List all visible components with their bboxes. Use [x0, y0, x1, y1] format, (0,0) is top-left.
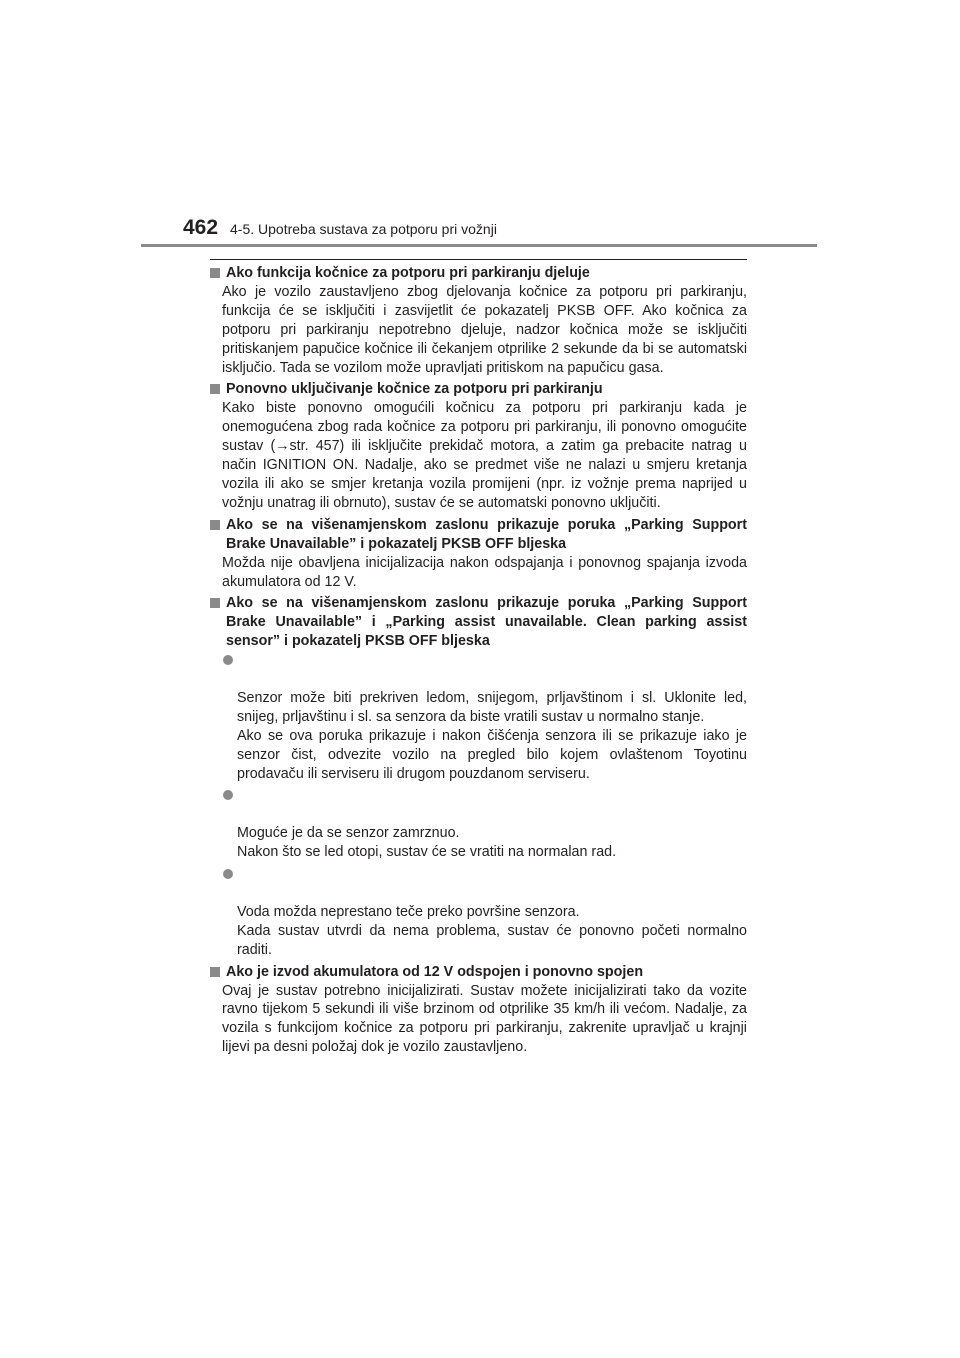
section-body: Ovaj je sustav potrebno inicijalizirati. Sustav možete inicijalizirati tako da vozite ravno tijekom 5 sekundi ili više brzinom od otprilike 35 km/h ili većom. Nadalje, za vozila s funkcijom kočnice za potporu pri parkiranju, zakrenite upravljač u krajnji lijevi pa desni položaj dok je vozilo zaustavljeno.	[222, 982, 747, 1056]
list-item	[210, 865, 747, 960]
list-item-text: Voda možda neprestano teče preko površine senzora. Kada sustav utvrdi da nema problema, sustav će ponovno početi normalno raditi.	[237, 903, 747, 958]
section-heading	[210, 380, 747, 399]
section-heading-text: Ako je izvod akumulatora od 12 V odspojen i ponovno spojen	[226, 963, 644, 980]
section-body: Kako biste ponovno omogućili kočnicu za potporu pri parkiranju kada je onemogućena zbog rada kočnice za potporu pri parkiranju, ili ponovno omogućite sustav (→str. 457) ili isključite prekidač motora, a zatim ga prebacite natrag u način IGNITION ON. Nadalje, ako se predmet više ne nalazi u smjeru kretanja vozila ili ako se smjer kretanja vozila promijeni (npr. iz vožnje prema naprijed u vožnju unatrag ili obrnuto), sustav će se automatski ponovno uključiti.	[222, 400, 747, 511]
section-heading	[210, 963, 747, 982]
list-item-text: Moguće je da se senzor zamrznuo. Nakon što se led otopi, sustav će se vratiti na normalan rad.	[237, 825, 617, 861]
section-heading-text: Ako funkcija kočnice za potporu pri parkiranju djeluje	[226, 265, 590, 281]
section-battery-reconnect	[210, 963, 747, 1058]
section-heading	[210, 594, 747, 651]
main-content	[210, 264, 747, 1060]
section-reenable-brake	[210, 380, 747, 512]
section-body: Možda nije obavljena inicijalizacija nakon odspajanja i ponovnog spajanja izvoda akumulatora od 12 V.	[222, 554, 747, 590]
list-item	[210, 651, 747, 783]
section-clean-sensor	[210, 594, 747, 959]
circle-bullet-icon	[223, 869, 233, 879]
square-bullet-icon	[210, 384, 220, 394]
section-heading-text: Ponovno uključivanje kočnice za potporu pri parkiranju	[226, 381, 603, 398]
square-bullet-icon	[210, 967, 220, 977]
list-item	[210, 786, 747, 862]
section-heading-text: Ako se na višenamjenskom zaslonu prikazuje poruka „Parking Support Brake Unavailable” i pokazatelj PKSB OFF bljeska	[226, 516, 747, 552]
section-heading	[210, 264, 747, 283]
square-bullet-icon	[210, 520, 220, 530]
chapter-title: 4-5. Upotreba sustava za potporu pri vožnji	[230, 221, 497, 237]
list-item-text: Senzor može biti prekriven ledom, snijegom, prljavštinom i sl. Uklonite led, snijeg, prljavštinu i sl. sa senzora da biste vratili sustav u normalno stanje. Ako se ova poruka prikazuje i nakon čišćenja senzora ili se prikazuje iako je senzor čist, odvezite vozilo na pregled bilo kojem ovlaštenom Toyotinu prodavaču ili serviseru ili drugom pouzdanom serviseru.	[237, 689, 747, 782]
square-bullet-icon	[210, 598, 220, 608]
section-divider	[210, 259, 747, 260]
header-rule	[141, 244, 817, 247]
page-number: 462	[183, 216, 219, 239]
square-bullet-icon	[210, 268, 220, 278]
section-parking-brake-active	[210, 264, 747, 377]
section-heading-text: Ako se na višenamjenskom zaslonu prikazuje poruka „Parking Support Brake Unavailable” i „Parking assist unavailable. Clean parking assist sensor” i pokazatelj PKSB OFF bljeska	[226, 595, 747, 650]
section-heading	[210, 516, 747, 554]
section-brake-unavailable	[210, 516, 747, 592]
circle-bullet-icon	[223, 790, 233, 800]
section-body: Ako je vozilo zaustavljeno zbog djelovanja kočnice za potporu pri parkiranju, funkcija će se isključiti i zasvijetlit će pokazatelj PKSB OFF. Ako kočnica za potporu pri parkiranju nepotrebno djeluje, nadzor kočnica može se isključiti pritiskanjem papučice kočnice ili čekanjem otprilike 2 sekunde da bi se automatski isključio. Tada se vozilom može upravljati pritiskom na papučicu gasa.	[222, 283, 747, 376]
circle-bullet-icon	[223, 655, 233, 665]
